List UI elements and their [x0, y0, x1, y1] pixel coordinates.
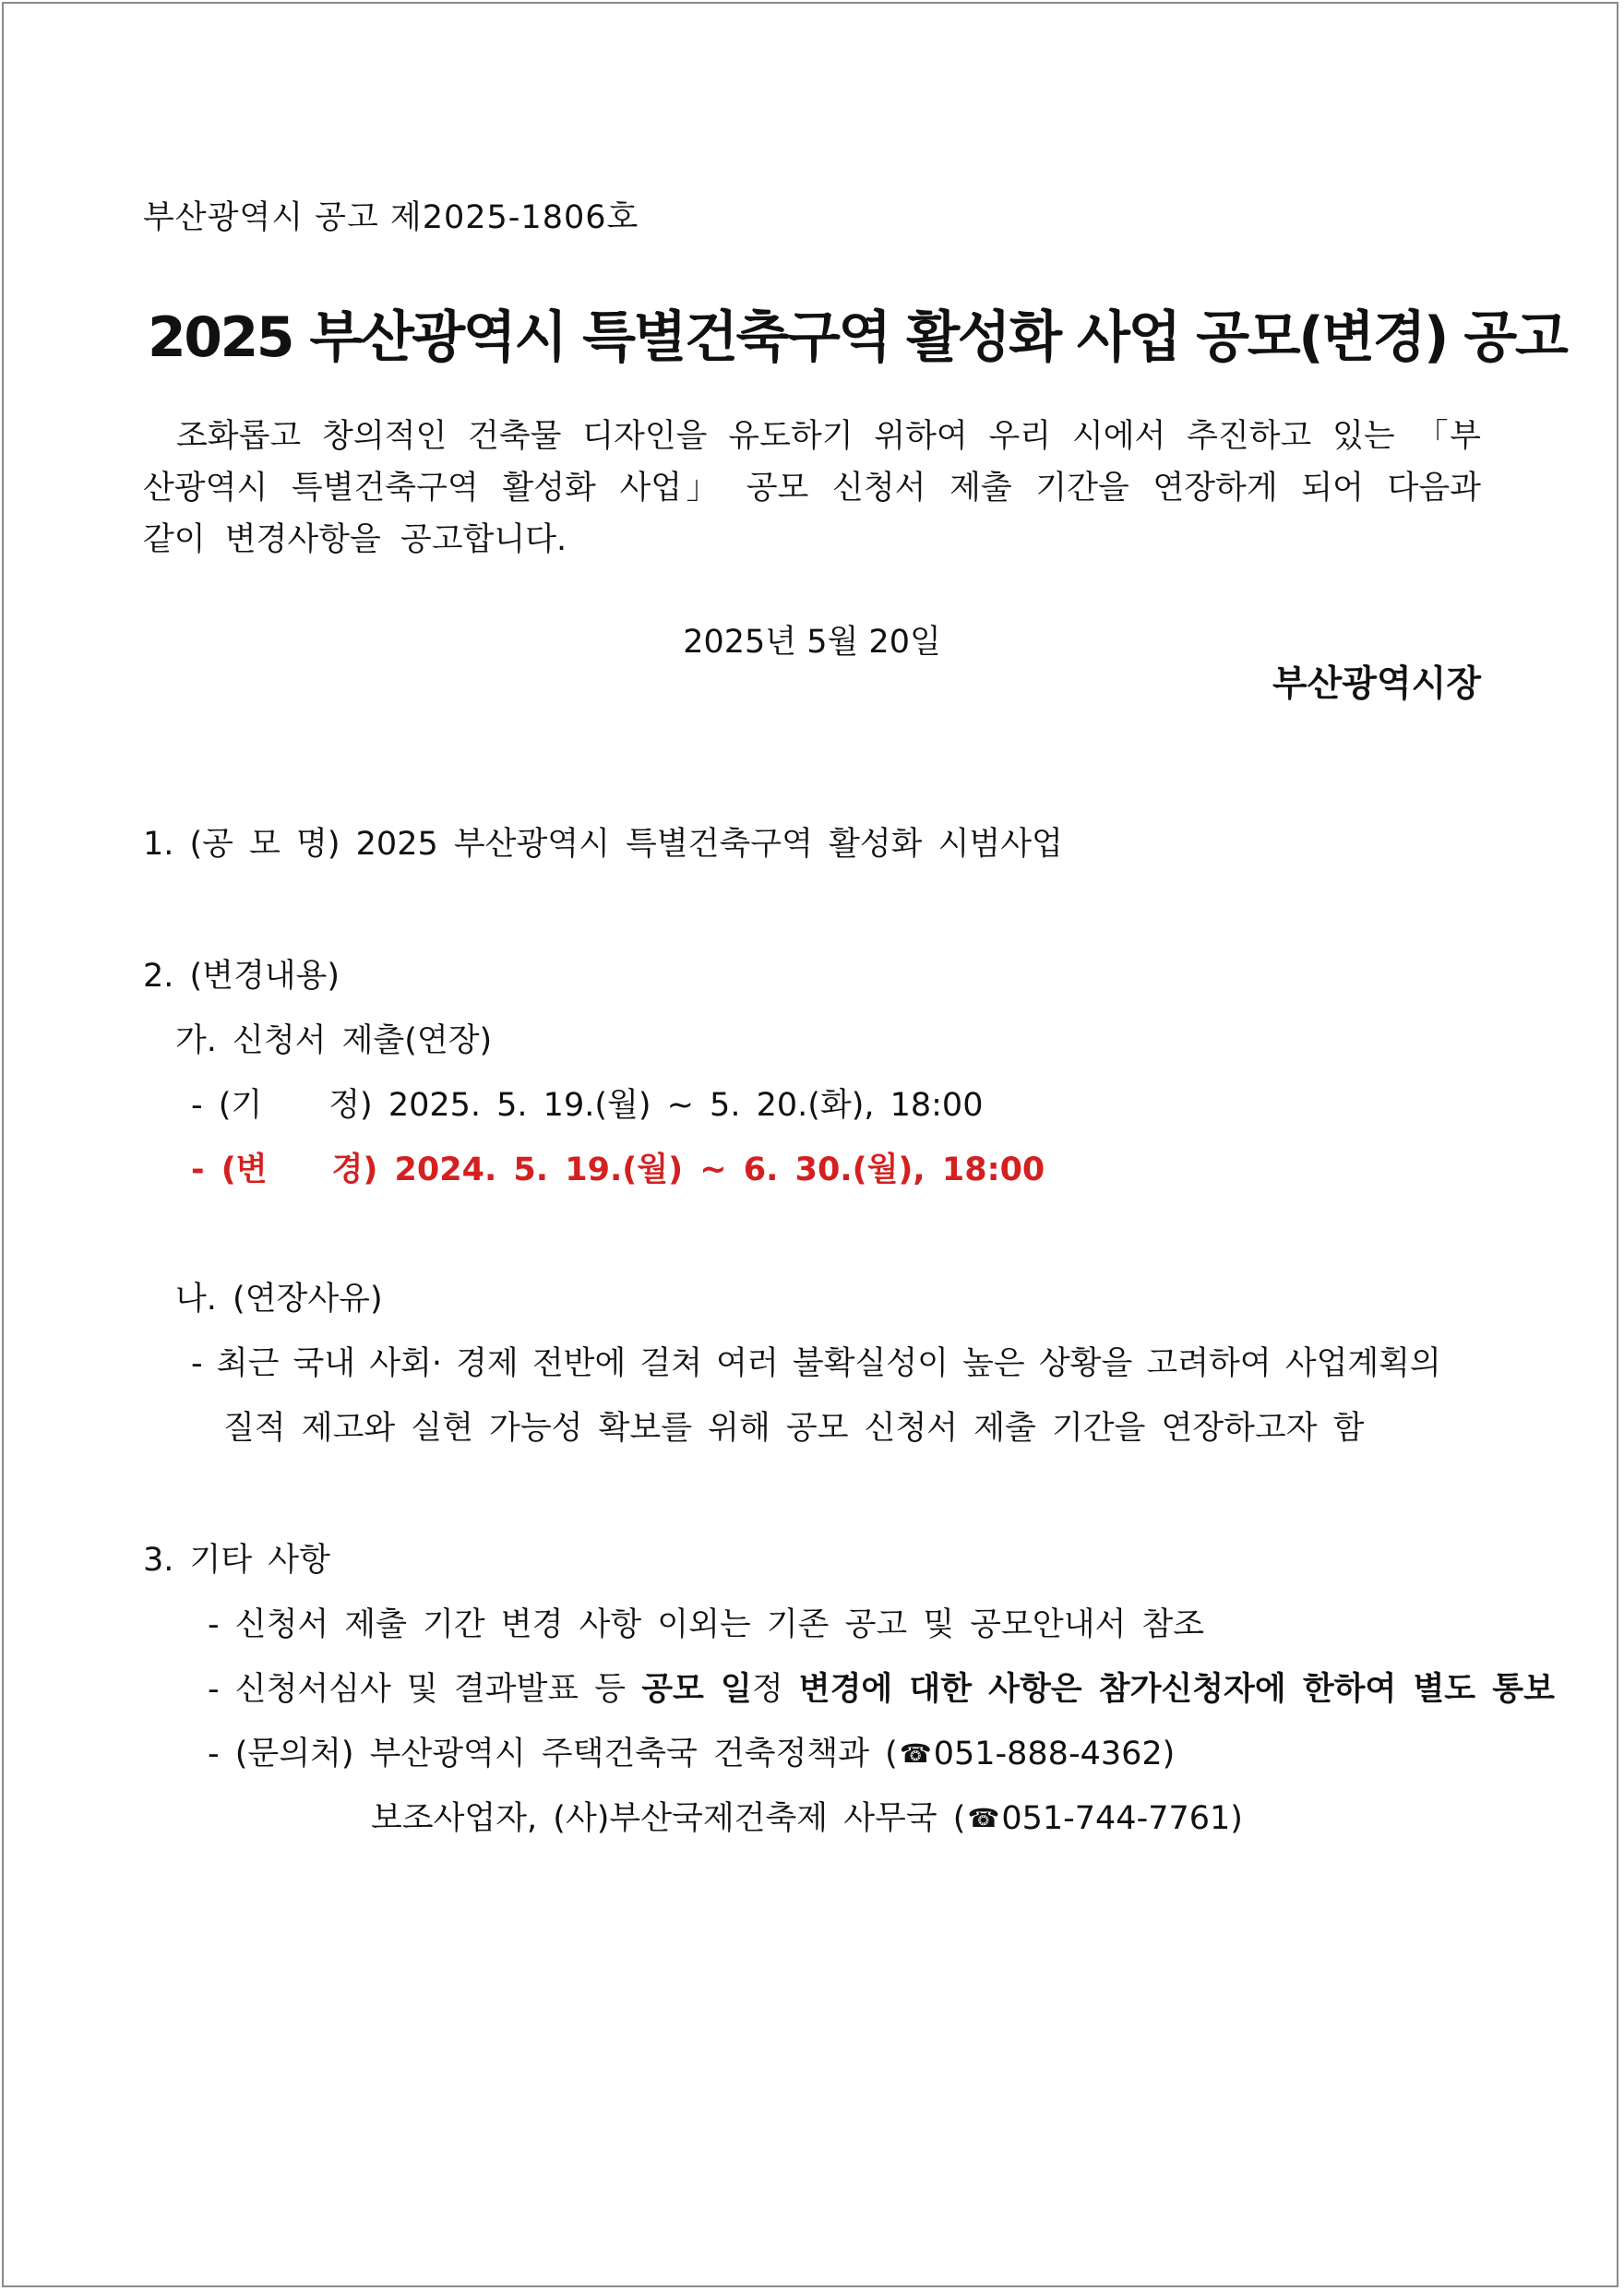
intro-line-1: 조화롭고 창의적인 건축물 디자인을 유도하기 위하여 우리 시에서 추진하고 있는: [176, 418, 1395, 455]
existing-period-row: [191, 1080, 983, 1126]
intro-paragraph: [143, 411, 1481, 566]
other-item-2-bold-b: 변경에 대한 사항은 참가신청자에 한하여 별도 통보: [798, 1671, 1555, 1708]
other-item-2-text-b: 정: [751, 1671, 783, 1708]
other-item-2: [208, 1664, 1555, 1710]
changed-period-value: 2024. 5. 19.(월) ~ 6. 30.(월), 18:00: [394, 1151, 1045, 1188]
existing-label-part-1: - (기: [191, 1087, 263, 1124]
extension-reason-line-2: 질적 제고와 실현 가능성 확보를 위해 공모 신청서 제출 기간을 연장하고자 함: [223, 1410, 1365, 1447]
existing-label-part-2: 정): [328, 1087, 373, 1124]
changed-label-part-1: - (변: [191, 1151, 268, 1188]
contact-line-1: [208, 1728, 1175, 1774]
section-3-heading: 3. 기타 사항: [143, 1542, 330, 1579]
contact-2-phone: 051-744-7761): [1001, 1800, 1243, 1837]
section-2-heading: 2. (변경내용): [143, 958, 340, 995]
contact-2-prefix: 보조사업자, (사)부산국제건축제 사무국 (: [371, 1800, 966, 1837]
section-1-prefix: 1. (공 모 명): [143, 826, 340, 863]
intro-line-3: 같이 변경사항을 공고합니다.: [143, 521, 567, 558]
document-date: 2025년 5월 20일: [683, 624, 941, 661]
other-item-2-text: - 신청서심사 및 결과발표 등: [208, 1671, 627, 1708]
telephone-icon: ☎: [899, 1738, 932, 1769]
section-2a-heading: 가. 신청서 제출(연장): [175, 1022, 493, 1059]
other-item-1: - 신청서 제출 기간 변경 사항 이외는 기존 공고 및 공모안내서 참조: [208, 1606, 1205, 1643]
issuer-name: 부산광역시장: [1272, 663, 1481, 705]
section-2b-heading: 나. (연장사유): [175, 1281, 383, 1318]
contact-line-2: [371, 1793, 1243, 1839]
contact-1-prefix: - (문의처) 부산광역시 주택건축국 건축정책과 (: [208, 1736, 898, 1772]
contact-1-phone: 051-888-4362): [933, 1736, 1176, 1772]
notice-number: 부산광역시 공고 제2025-1806호: [143, 199, 639, 236]
section-1-value: 2025 부산광역시 특별건축구역 활성화 시범사업: [355, 826, 1063, 863]
section-1: [143, 818, 1063, 865]
telephone-icon: ☎: [967, 1803, 1000, 1833]
extension-reason-line-1: - 최근 국내 사회· 경제 전반에 걸쳐 여러 불확실성이 높은 상황을 고려하여 사업계획의: [191, 1345, 1441, 1382]
intro-line-2: 「부산광역시 특별건축구역 활성화 사업」 공모 신청서 제출 기간을 연장하게 되어 다음과: [143, 418, 1481, 507]
existing-period-value: 2025. 5. 19.(월) ~ 5. 20.(화), 18:00: [388, 1087, 984, 1124]
document-title: 2025 부산광역시 특별건축구역 활성화 사업 공모(변경) 공고: [148, 305, 1567, 370]
changed-period-row: [191, 1144, 1045, 1190]
other-item-2-bold-a: 공모 일: [641, 1671, 752, 1708]
changed-label-part-2: 경): [331, 1151, 378, 1188]
